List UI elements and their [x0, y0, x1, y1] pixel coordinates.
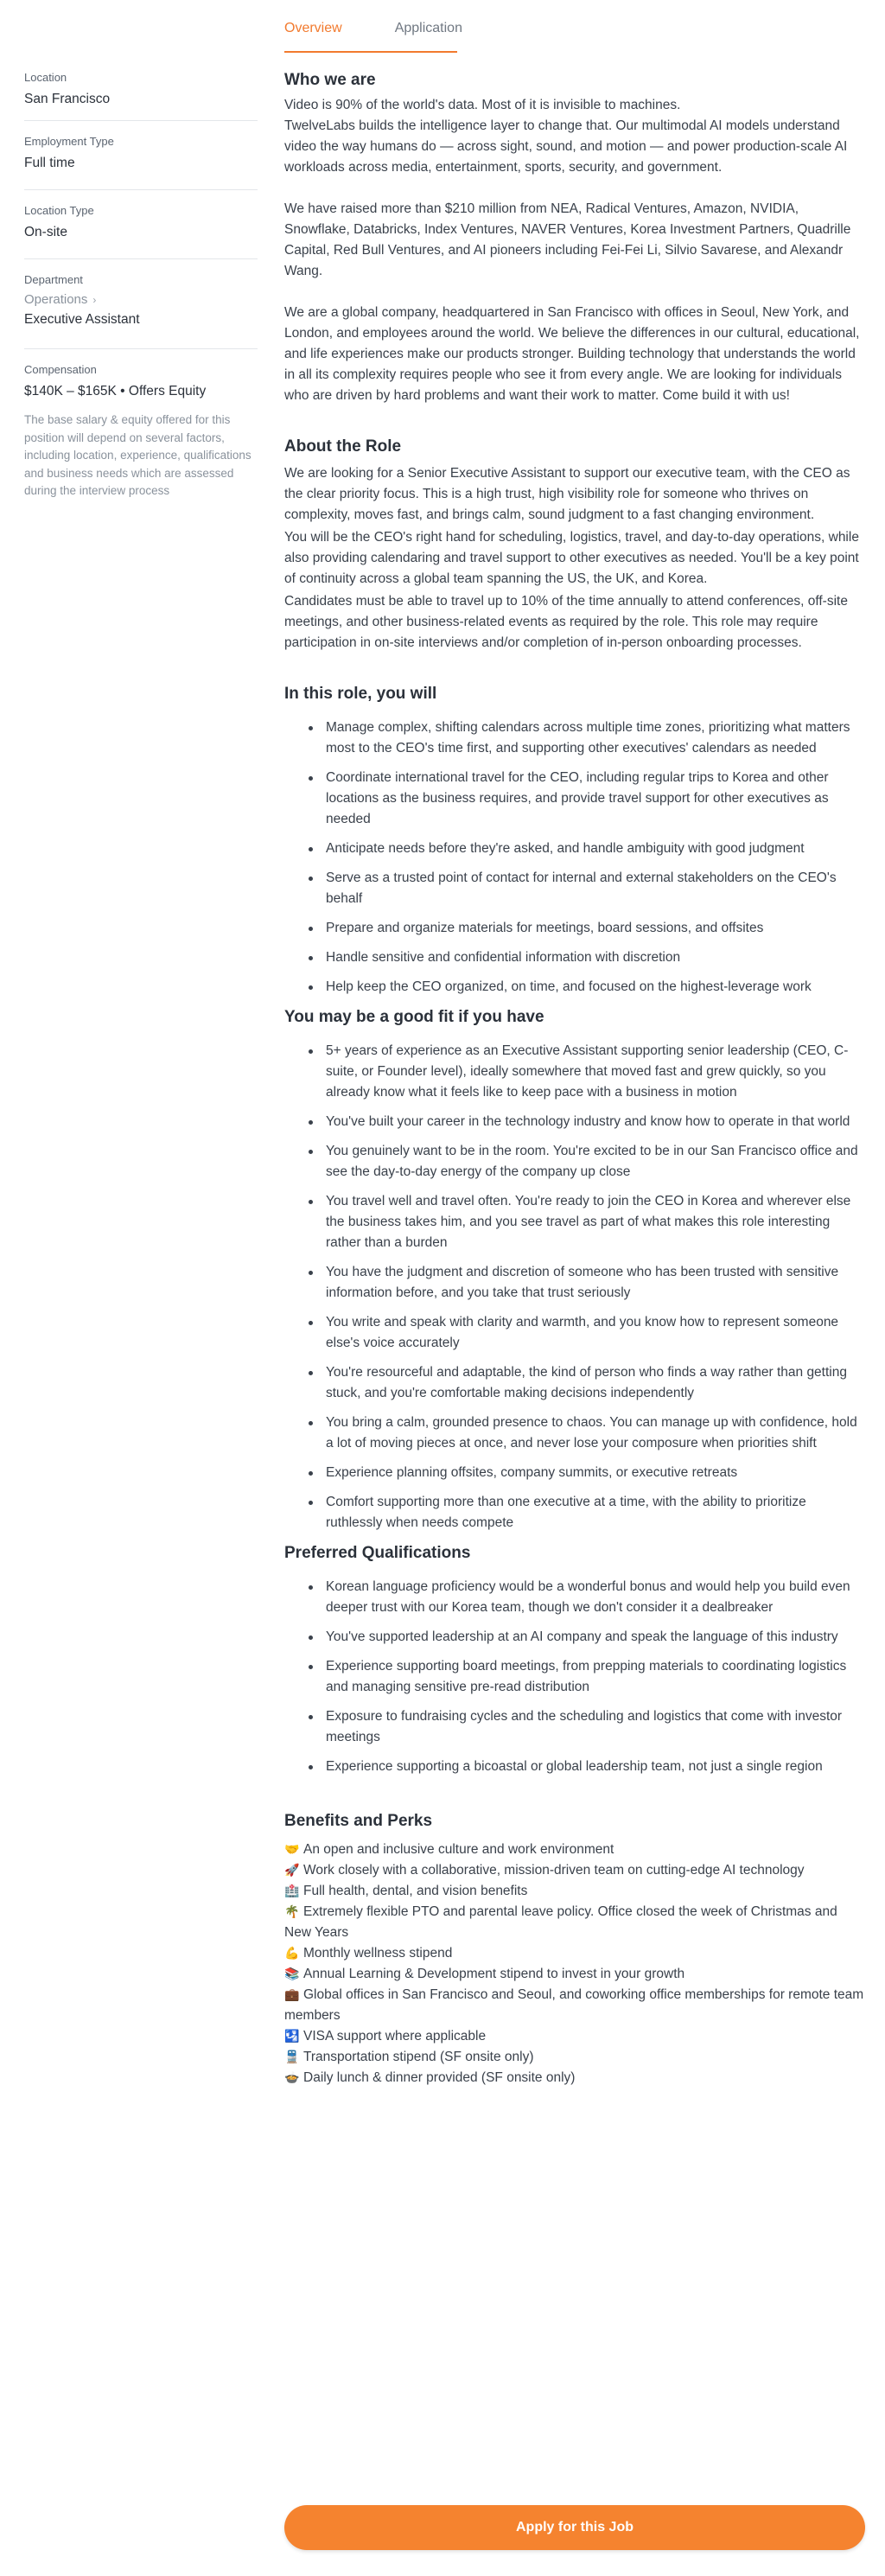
benefit-text: Work closely with a collaborative, mission-driven team on cutting-edge AI technology — [303, 1863, 805, 1878]
passport-control-icon: 🛂 — [284, 2030, 300, 2044]
benefit-item — [284, 1902, 865, 1943]
compensation-value: $140K – $165K • Offers Equity — [24, 384, 207, 399]
section-title: You may be a good fit if you have — [284, 1008, 544, 1026]
list-item: Experience supporting board meetings, from prepping materials to coordinating logistics and managing sensitive pre-read distribution — [326, 1656, 865, 1698]
responsibilities-list — [284, 717, 865, 998]
benefits-section — [284, 1810, 865, 2088]
benefit-text: VISA support where applicable — [303, 2029, 487, 2044]
who-we-are-section — [284, 69, 865, 406]
benefit-item — [284, 1985, 865, 2026]
list-item: You bring a calm, grounded presence to chaos. You can manage up with confidence, hold a lot of moving pieces at once, and never lose your composure when priorities shift — [326, 1412, 865, 1454]
paragraph: TwelveLabs builds the intelligence layer to change that. Our multimodal AI models understand video the way humans do — across sight, sound, and motion — and power production-scale AI workloads across media, entertainment, sports, security, and government. — [284, 118, 848, 175]
compensation-label: Compensation — [24, 363, 97, 376]
list-item: Manage complex, shifting calendars across multiple time zones, prioritizing what matters most to the CEO's time first, and supporting other executives' calendars as needed — [326, 717, 865, 759]
benefit-item — [284, 2068, 865, 2088]
handshake-icon: 🤝 — [284, 1843, 300, 1857]
benefit-text: Extremely flexible PTO and parental leave policy. Office closed the week of Christmas and New Years — [284, 1904, 837, 1940]
list-item: Korean language proficiency would be a wonderful bonus and would help you build even deeper trust with our Korea team, though we don't consider it a dealbreaker — [326, 1577, 865, 1618]
tab-application[interactable]: Application — [394, 21, 462, 35]
list-item: Comfort supporting more than one executive at a time, with the ability to prioritize ruthlessly when needs compete — [326, 1492, 865, 1533]
hospital-icon: 🏥 — [284, 1884, 300, 1898]
list-item: You travel well and travel often. You're ready to join the CEO in Korea and wherever else the business takes him, and you see travel as part of what makes this role interesting rather than a burden — [326, 1191, 865, 1253]
benefit-item — [284, 2047, 865, 2068]
list-item: Experience planning offsites, company summits, or executive retreats — [326, 1463, 865, 1483]
chevron-right-icon: › — [92, 293, 97, 306]
benefit-text: Monthly wellness stipend — [303, 1946, 453, 1961]
department-parent[interactable]: Operations — [24, 292, 88, 307]
tab-overview[interactable]: Overview — [284, 21, 342, 35]
preferred-section — [284, 1542, 865, 1777]
paragraph: We are a global company, headquartered in San Francisco with offices in Seoul, New York, and London, and employees around the world. We believe the differences in our cultural, educational, and life experiences make our products stronger. Building technology that understands the world in all its complexity requires people who see it from every angle. We are looking for individuals who are driven by hard problems and want their work to matter. Come build it with us! — [284, 305, 860, 403]
rocket-icon: 🚀 — [284, 1864, 300, 1878]
section-title: About the Role — [284, 437, 402, 456]
section-title: Who we are — [284, 71, 376, 89]
benefit-item — [284, 1964, 865, 1985]
apply-button[interactable]: Apply for this Job — [284, 2505, 865, 2550]
job-details-sidebar — [24, 62, 258, 513]
compensation-block — [24, 349, 258, 513]
list-item: Experience supporting a bicoastal or global leadership team, not just a single region — [326, 1757, 865, 1777]
benefit-item — [284, 1881, 865, 1902]
location-block — [24, 62, 258, 121]
section-title: Preferred Qualifications — [284, 1544, 471, 1562]
list-item: Handle sensitive and confidential information with discretion — [326, 947, 865, 968]
benefits-list — [284, 1840, 865, 2088]
paragraph: We have raised more than $210 million from NEA, Radical Ventures, Amazon, NVIDIA, Snowflake, Databricks, Index Ventures, NAVER Ventures, Korea Investment Partners, Quadrille Capital, Red Bull Ventures, and AI pioneers including Fei-Fei Li, Silvio Savarese, and Alexandr Wang. — [284, 201, 851, 278]
paragraph: Video is 90% of the world's data. Most of it is invisible to machines. — [284, 98, 681, 112]
preferred-qualifications-list — [284, 1577, 865, 1777]
list-item: 5+ years of experience as an Executive Assistant supporting senior leadership (CEO, C-suite, or Founder level), ideally somewhere that moved fast and grew quickly, so you already know what it feels like to keep pace with a business in motion — [326, 1041, 865, 1103]
tab-bar — [284, 17, 863, 54]
list-item: You have the judgment and discretion of someone who has been trusted with sensitive information before, and you take that trust seriously — [326, 1262, 865, 1304]
list-item: Help keep the CEO organized, on time, and focused on the highest-leverage work — [326, 977, 865, 998]
department-block — [24, 259, 258, 349]
list-item: Exposure to fundraising cycles and the scheduling and logistics that come with investor meetings — [326, 1706, 865, 1748]
employment-type-value: Full time — [24, 156, 75, 170]
department-value: Executive Assistant — [24, 312, 140, 327]
location-type-label: Location Type — [24, 204, 94, 217]
employment-type-block — [24, 121, 258, 190]
department-breadcrumb[interactable] — [24, 292, 258, 307]
qualifications-list — [284, 1041, 865, 1533]
list-item: You've supported leadership at an AI company and speak the language of this industry — [326, 1627, 865, 1648]
department-label: Department — [24, 273, 83, 286]
tram-icon: 🚆 — [284, 2050, 300, 2064]
in-role-section — [284, 683, 865, 998]
palm-tree-icon: 🌴 — [284, 1905, 300, 1919]
list-item: Serve as a trusted point of contact for internal and external stakeholders on the CEO's behalf — [326, 868, 865, 909]
benefit-item — [284, 1860, 865, 1881]
briefcase-icon: 💼 — [284, 1988, 300, 2002]
books-icon: 📚 — [284, 1967, 300, 1981]
job-description — [284, 69, 865, 2088]
location-type-value: On-site — [24, 225, 67, 239]
good-fit-section — [284, 1006, 865, 1533]
employment-type-label: Employment Type — [24, 135, 114, 148]
list-item: You genuinely want to be in the room. You're excited to be in our San Francisco office and see the day-to-day energy of the company up close — [326, 1141, 865, 1183]
about-role-section — [284, 436, 865, 654]
list-item: You've built your career in the technology industry and know how to operate in that world — [326, 1112, 865, 1132]
section-title: In this role, you will — [284, 685, 437, 703]
benefit-item — [284, 1943, 865, 1964]
benefit-item — [284, 2026, 865, 2047]
benefit-text: Daily lunch & dinner provided (SF onsite only) — [303, 2070, 576, 2085]
benefit-text: Full health, dental, and vision benefits — [303, 1884, 528, 1898]
paragraph: We are looking for a Senior Executive Assistant to support our executive team, with the CEO as the clear priority focus. This is a high trust, high visibility role for someone who thrives on complexity, moves fast, and brings calm, sound judgment to a fast changing environment. — [284, 466, 850, 522]
location-label: Location — [24, 71, 67, 84]
compensation-note: The base salary & equity offered for this position will depend on several factors, including location, experience, qualifications and business needs which are assessed during the interview process — [24, 413, 251, 497]
benefit-text: Transportation stipend (SF onsite only) — [303, 2050, 534, 2064]
paragraph: You will be the CEO's right hand for scheduling, logistics, travel, and day-to-day operations, while also providing calendaring and travel support to other executives as needed. You'll be a key point of continuity across a global team spanning the US, the UK, and Korea. — [284, 530, 859, 586]
location-type-block — [24, 190, 258, 259]
benefit-text: Global offices in San Francisco and Seoul, and coworking office memberships for remote team members — [284, 1987, 864, 2023]
section-title: Benefits and Perks — [284, 1812, 433, 1830]
active-tab-indicator — [284, 51, 457, 53]
benefit-text: Annual Learning & Development stipend to invest in your growth — [303, 1967, 685, 1981]
location-value: San Francisco — [24, 92, 111, 106]
paragraph: Candidates must be able to travel up to 10% of the time annually to attend conferences, off-site meetings, and other business-related events as required by the role. This role may require participation in on-site interviews and/or completion of in-person onboarding processes. — [284, 594, 848, 650]
flexed-biceps-icon: 💪 — [284, 1947, 300, 1961]
list-item: Coordinate international travel for the CEO, including regular trips to Korea and other locations as the business requires, and provide travel support for other executives as needed — [326, 768, 865, 830]
list-item: You're resourceful and adaptable, the kind of person who finds a way rather than getting stuck, and you're comfortable making decisions independently — [326, 1362, 865, 1404]
list-item: You write and speak with clarity and warmth, and you know how to represent someone else's voice accurately — [326, 1312, 865, 1354]
list-item: Anticipate needs before they're asked, and handle ambiguity with good judgment — [326, 838, 865, 859]
list-item: Prepare and organize materials for meetings, board sessions, and offsites — [326, 918, 865, 939]
food-bowl-icon: 🍲 — [284, 2071, 300, 2085]
benefit-text: An open and inclusive culture and work environment — [303, 1842, 614, 1857]
benefit-item — [284, 1840, 865, 1860]
